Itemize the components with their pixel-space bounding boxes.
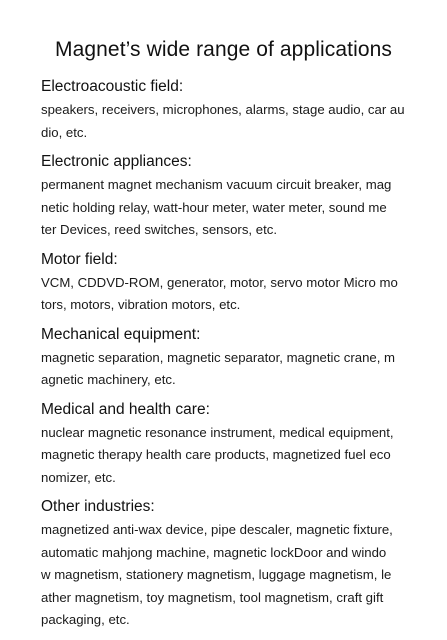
body-line: tors, motors, vibration motors, etc. [41, 297, 241, 312]
section-heading: Medical and health care: [41, 400, 210, 418]
body-line: nomizer, etc. [41, 469, 116, 485]
body-line: packaging, etc. [41, 612, 130, 627]
section-body [41, 272, 405, 317]
body-line: magnetic therapy health care products, magnetized fuel eco [41, 447, 391, 462]
section-other-industries [41, 496, 405, 632]
section-body [41, 99, 405, 144]
section-motor-field [41, 249, 405, 317]
section-body [41, 174, 405, 242]
section-heading: Motor field: [41, 250, 118, 268]
section-heading: Electronic appliances: [41, 153, 192, 170]
body-line: magnetized anti-wax device, pipe descaler, magnetic fixture, [41, 522, 393, 537]
section-heading: Electroacoustic field: [41, 78, 184, 95]
body-line: permanent magnet mechanism vacuum circuit breaker, mag [41, 177, 392, 192]
section-body [41, 519, 405, 632]
page-title: Magnet’s wide range of applications [55, 38, 392, 61]
section-heading: Mechanical equipment: [41, 325, 201, 343]
body-line: magnetic separation, magnetic separator, magnetic crane, m [41, 349, 396, 365]
section-body [41, 347, 405, 392]
section-medical-health-care [41, 399, 405, 490]
section-electronic-appliances [41, 151, 405, 242]
body-line: ather magnetism, toy magnetism, tool magnetism, craft gift [41, 589, 384, 605]
body-line: nuclear magnetic resonance instrument, medical equipment, [41, 424, 394, 440]
body-line: dio, etc. [41, 124, 88, 140]
section-electroacoustic [41, 76, 405, 144]
body-line: speakers, receivers, microphones, alarms, stage audio, car au [41, 102, 405, 117]
body-line: w magnetism, stationery magnetism, luggage magnetism, le [41, 567, 392, 582]
body-line: ter Devices, reed switches, sensors, etc. [41, 222, 277, 237]
body-line: agnetic machinery, etc. [41, 372, 176, 387]
section-heading: Other industries: [41, 498, 155, 515]
body-line: automatic mahjong machine, magnetic lockDoor and windo [41, 544, 387, 560]
section-body [41, 422, 405, 490]
body-line: netic holding relay, watt-hour meter, water meter, sound me [41, 199, 387, 215]
section-mechanical-equipment [41, 324, 405, 392]
body-line: VCM, CDDVD-ROM, generator, motor, servo motor Micro mo [41, 274, 398, 290]
applications-list [41, 76, 405, 639]
